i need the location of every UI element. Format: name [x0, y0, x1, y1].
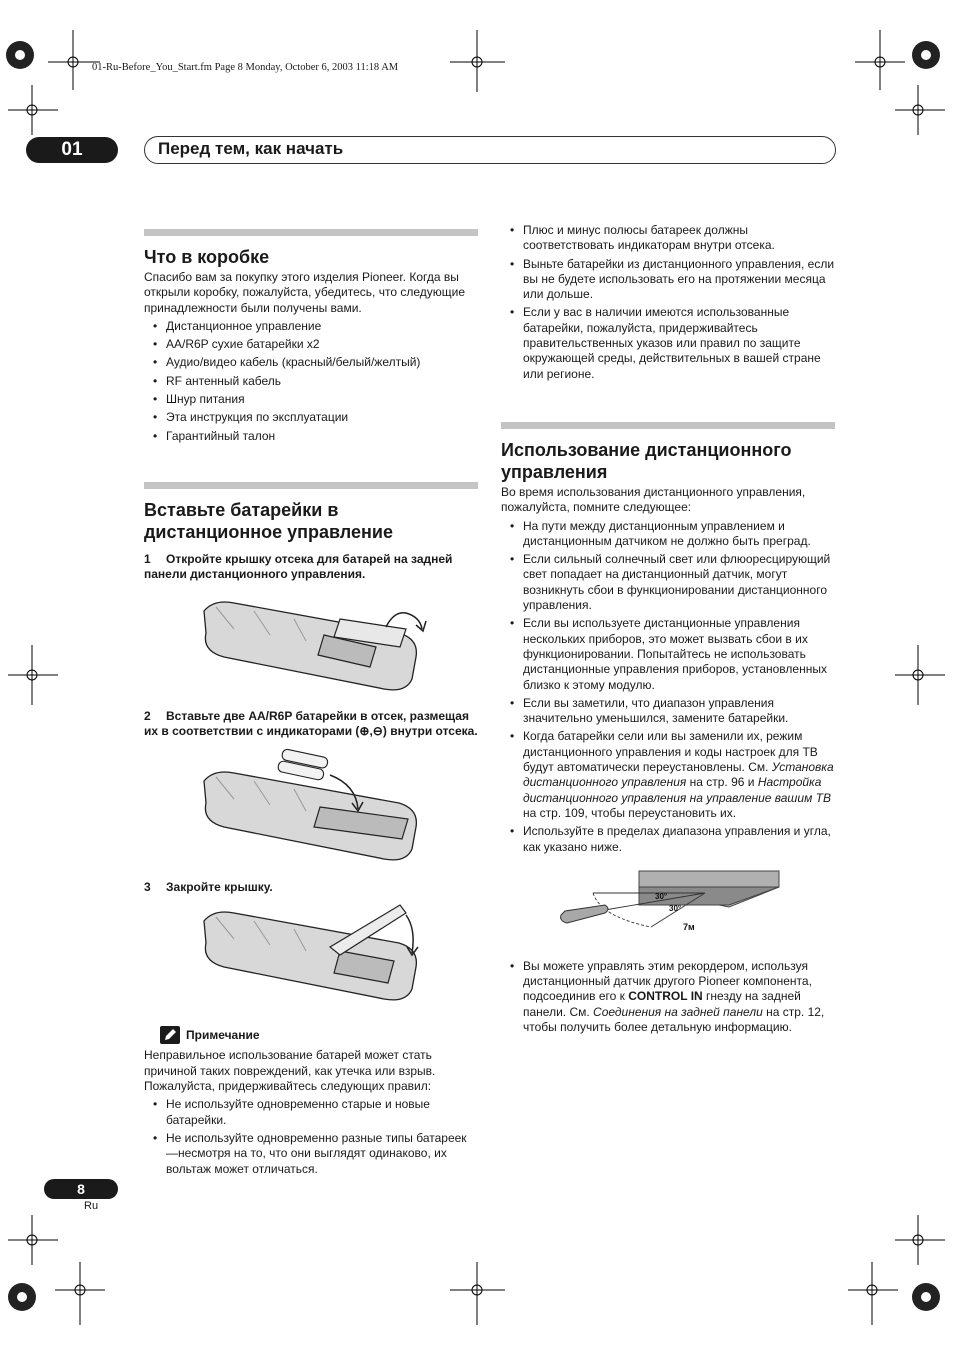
- pencil-note-icon: [160, 1026, 180, 1044]
- angle-bottom-label: 30°: [669, 903, 682, 913]
- remote-open-cover-illustration: [144, 589, 478, 699]
- note-title: Примечание: [186, 1028, 260, 1043]
- link-tv-setup: Настройка дистанционного управления на управление вашим ТВ: [523, 775, 831, 805]
- crop-mark-top-right: [855, 30, 945, 135]
- list-item: • Если вы заметили, что диапазон управления значительно уменьшился, замените батарейки.: [501, 696, 835, 727]
- note-text: Неправильное использование батарей может стать причиной таких повреждений, как утечка или взрыв. Пожалуйста, придерживайтесь следующих правил:: [144, 1048, 436, 1094]
- step-number: 3: [144, 880, 151, 895]
- remote-range-diagram: [501, 863, 835, 953]
- battery-heading: Вставьте батарейки в дистанционное управление: [144, 499, 393, 542]
- list-item: • Дистанционное управление: [144, 319, 478, 334]
- list-item: • Не используйте одновременно старые и новые батарейки.: [144, 1097, 478, 1128]
- distance-label: 7м: [683, 921, 695, 932]
- step-text: Откройте крышку отсека для батарей на задней панели дистанционного управления.: [144, 551, 453, 582]
- print-file-header: 01-Ru-Before_You_Start.fm Page 8 Monday, October 6, 2003 11:18 AM: [92, 62, 399, 73]
- remote-use-heading: Использование дистанционного управления: [501, 439, 792, 482]
- link-rear-panel: Соединения на задней панели: [593, 1004, 763, 1019]
- list-item: • RF антенный кабель: [144, 374, 478, 389]
- list-item: • Шнур питания: [144, 392, 478, 407]
- list-item: • Гарантийный талон: [144, 429, 478, 444]
- remote-sensor-list: [501, 959, 835, 1035]
- step-3: [144, 880, 478, 895]
- list-item: • Эта инструкция по эксплуатации: [144, 410, 478, 425]
- list-item: • Используйте в пределах диапазона управления и угла, как указано ниже.: [501, 824, 835, 855]
- remote-insert-batteries-illustration: [144, 745, 478, 870]
- step-text: Вставьте две AA/R6P батарейки в отсек, размещая их в соответствии с индикаторами (⊕,⊖) внутри отсека.: [144, 708, 478, 738]
- remote-use-intro: Во время использования дистанционного управления, пожалуйста, помните следующее:: [501, 484, 806, 515]
- crop-mark-mid-left: [8, 645, 58, 705]
- crop-mark-bottom-left: [8, 1215, 105, 1325]
- list-item: • Аудио/видео кабель (красный/белый/желтый): [144, 355, 478, 370]
- crop-mark-top-left: [6, 30, 100, 135]
- section-rule: [501, 422, 835, 429]
- box-contents-heading: Что в коробке: [144, 247, 270, 267]
- crop-mark-top-center: [450, 30, 505, 92]
- step-text: Закройте крышку.: [166, 880, 273, 895]
- list-item: • Если у вас в наличии имеются использованные батарейки, пожалуйста, придерживайтесь правительственных указов или правил по защите окружающей среды, действительных в вашей стране или регионе.: [501, 305, 835, 381]
- control-in-label: CONTROL IN: [628, 989, 703, 1004]
- right-column: [501, 223, 835, 1035]
- list-item: • Если сильный солнечный свет или флюоресцирующий свет попадает на дистанционный датчик, могут возникнуть сбои в функционировании дистанционного управления.: [501, 552, 835, 613]
- box-contents-intro: Спасибо вам за покупку этого изделия Pioneer. Когда вы открыли коробку, пожалуйста, убедитесь, что следующие принадлежности были получены вами.: [144, 270, 465, 315]
- step-number: 2: [144, 708, 151, 723]
- link-remote-setup: Установка дистанционного управления: [523, 760, 834, 790]
- box-contents-list: [144, 319, 478, 444]
- list-item: • Вы можете управлять этим рекордером, используя дистанционный датчик другого Pioneer компонента, подсоединив его к CONTROL IN гнезду на задней панели. См. Соединения на задней панели на стр. 12, чтобы получить более детальную информацию.: [501, 959, 835, 1035]
- page-language: Ru: [84, 1200, 99, 1212]
- chapter-title: Перед тем, как начать: [158, 139, 344, 158]
- crop-mark-bottom-center: [450, 1262, 505, 1325]
- battery-tips-list: [501, 223, 835, 382]
- list-item: • Плюс и минус полюсы батареек должны соответствовать индикаторам внутри отсека.: [501, 223, 835, 254]
- angle-top-label: 30°: [655, 891, 668, 901]
- remote-use-list: [501, 519, 835, 855]
- crop-mark-bottom-right: [848, 1215, 945, 1325]
- list-item: • Не используйте одновременно разные типы батареек—несмотря на то, что они выглядят одинаково, их вольтаж может отличаться.: [144, 1131, 478, 1177]
- note-box: [144, 1026, 478, 1044]
- section-rule: [144, 482, 478, 489]
- step-2: [144, 709, 478, 740]
- list-item: • Если вы используете дистанционные управления нескольких приборов, это может вызвать сбои в их функционировании. Попытайтесь не использовать дистанционные управления приборов, установленных близко к этому модулю.: [501, 616, 835, 692]
- remote-close-cover-illustration: [144, 899, 478, 1014]
- step-1: [144, 552, 478, 583]
- list-item: • На пути между дистанционным управлением и дистанционным датчиком не должно быть преград.: [501, 519, 835, 550]
- step-number: 1: [144, 551, 151, 566]
- list-item: • Выньте батарейки из дистанционного управления, если вы не будете использовать его на протяжении месяца или дольше.: [501, 257, 835, 303]
- page-number: 8: [44, 1179, 118, 1199]
- left-column: [144, 229, 478, 1180]
- note-list: [144, 1097, 478, 1176]
- chapter-number-tab: 01: [26, 137, 118, 163]
- list-item: • Когда батарейки сели или вы заменили их, режим дистанционного управления и коды настроек для ТВ будут автоматически переустановлены. См. Установка дистанционного управления на стр. 96 и Настройка дистанционного управления на управление вашим ТВ на стр. 109, чтобы переустановить их.: [501, 729, 835, 821]
- list-item: • AA/R6P сухие батарейки x2: [144, 337, 478, 352]
- section-rule: [144, 229, 478, 236]
- crop-mark-mid-right: [895, 645, 945, 705]
